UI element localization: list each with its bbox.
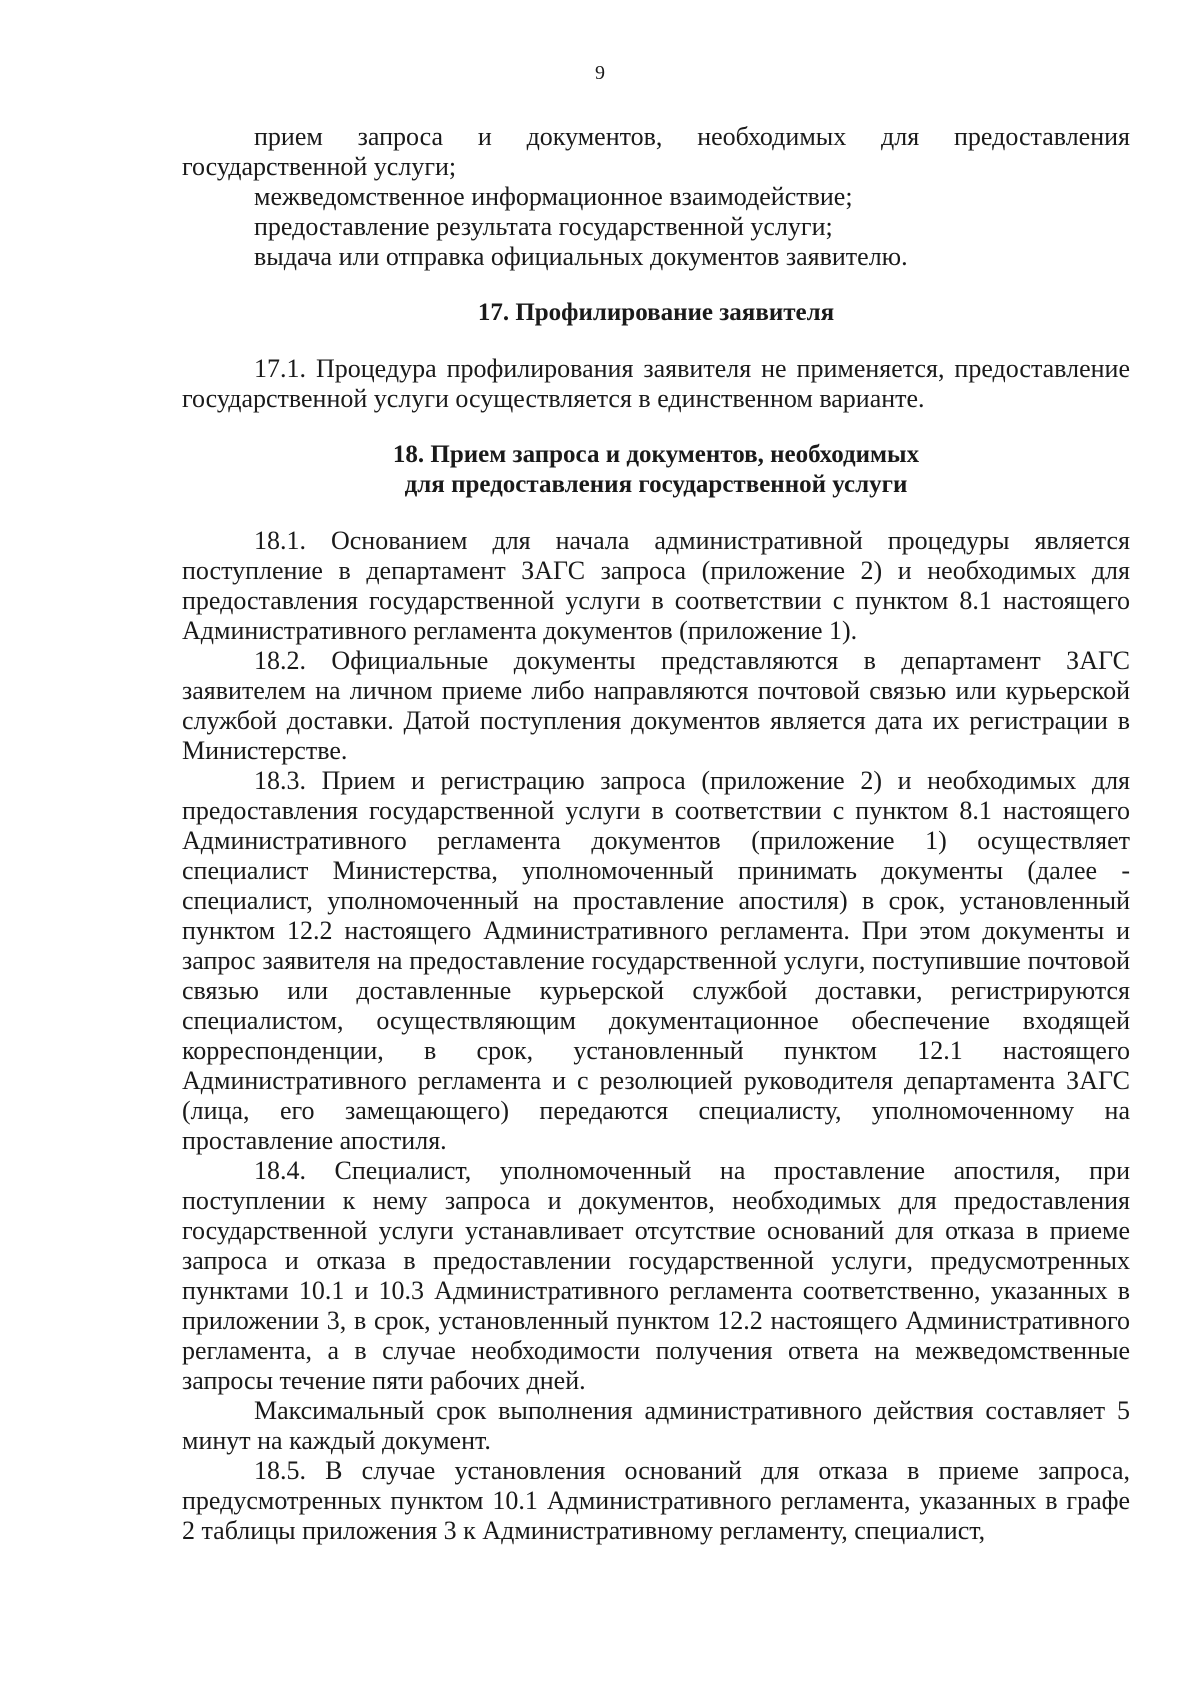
section-18-heading-line-2: для предоставления государственной услуги [404, 471, 908, 498]
list-item: предоставление результата государственной услуги; [254, 212, 833, 241]
list-item: межведомственное информационное взаимодействие; [254, 182, 853, 211]
paragraph-18-1: 18.1. Основанием для начала административной процедуры является поступление в департамент ЗАГС запроса (приложение 2) и необходимых для предоставления государственной услуги в соответствии с пунктом 8.1 настоящего Административного регламента документов (приложение 1). [182, 526, 1130, 645]
section-18-heading-line-1: 18. Прием запроса и документов, необходимых [392, 441, 920, 468]
paragraph-18-4: 18.4. Специалист, уполномоченный на проставление апостиля, при поступлении к нему запроса и документов, необходимых для предоставления государственной услуги устанавливает отсутствие оснований для отказа в приеме запроса и отказа в предоставлении государственной услуги, предусмотренных пунктами 10.1 и 10.3 Административного регламента соответственно, указанных в приложении 3, в срок, установленный пунктом 12.2 настоящего Административного регламента, а в случае необходимости получения ответа на межведомственные запросы течение пяти рабочих дней. [182, 1156, 1130, 1395]
paragraph-18-5: 18.5. В случае установления оснований для отказа в приеме запроса, предусмотренных пунктом 10.1 Административного регламента, указанных в графе 2 таблицы приложения 3 к Административному регламенту, специалист, [182, 1456, 1130, 1545]
list-item: прием запроса и документов, необходимых для предоставления государственной услуги; [182, 122, 1130, 181]
document-body [182, 122, 1130, 1546]
list-item: выдача или отправка официальных документов заявителю. [254, 242, 908, 271]
section-17-heading: 17. Профилирование заявителя [477, 299, 835, 326]
section-18-heading [182, 440, 1130, 500]
paragraph-18-2: 18.2. Официальные документы представляются в департамент ЗАГС заявителем на личном приеме либо направляются почтовой связью или курьерской службой доставки. Датой поступления документов является дата их регистрации в Министерстве. [182, 646, 1130, 765]
paragraph-17-1: 17.1. Процедура профилирования заявителя не применяется, предоставление государственной услуги осуществляется в единственном варианте. [182, 354, 1130, 413]
paragraph-18-3: 18.3. Прием и регистрацию запроса (приложение 2) и необходимых для предоставления государственной услуги в соответствии с пунктом 8.1 настоящего Административного регламента документов (приложение 1) осуществляет специалист Министерства, уполномоченный принимать документы (далее - специалист, уполномоченный на проставление апостиля) в срок, установленный пунктом 12.2 настоящего Административного регламента. При этом документы и запрос заявителя на предоставление государственной услуги, поступившие почтовой связью или доставленные курьерской службой доставки, регистрируются специалистом, осуществляющим документационное обеспечение входящей корреспонденции, в срок, установленный пунктом 12.1 настоящего Административного регламента и с резолюцией руководителя департамента ЗАГС (лица, его замещающего) передаются специалисту, уполномоченному на проставление апостиля. [182, 766, 1130, 1155]
paragraph-18-4-max-time: Максимальный срок выполнения административного действия составляет 5 минут на каждый документ. [182, 1396, 1130, 1455]
page-number: 9 [595, 62, 605, 84]
